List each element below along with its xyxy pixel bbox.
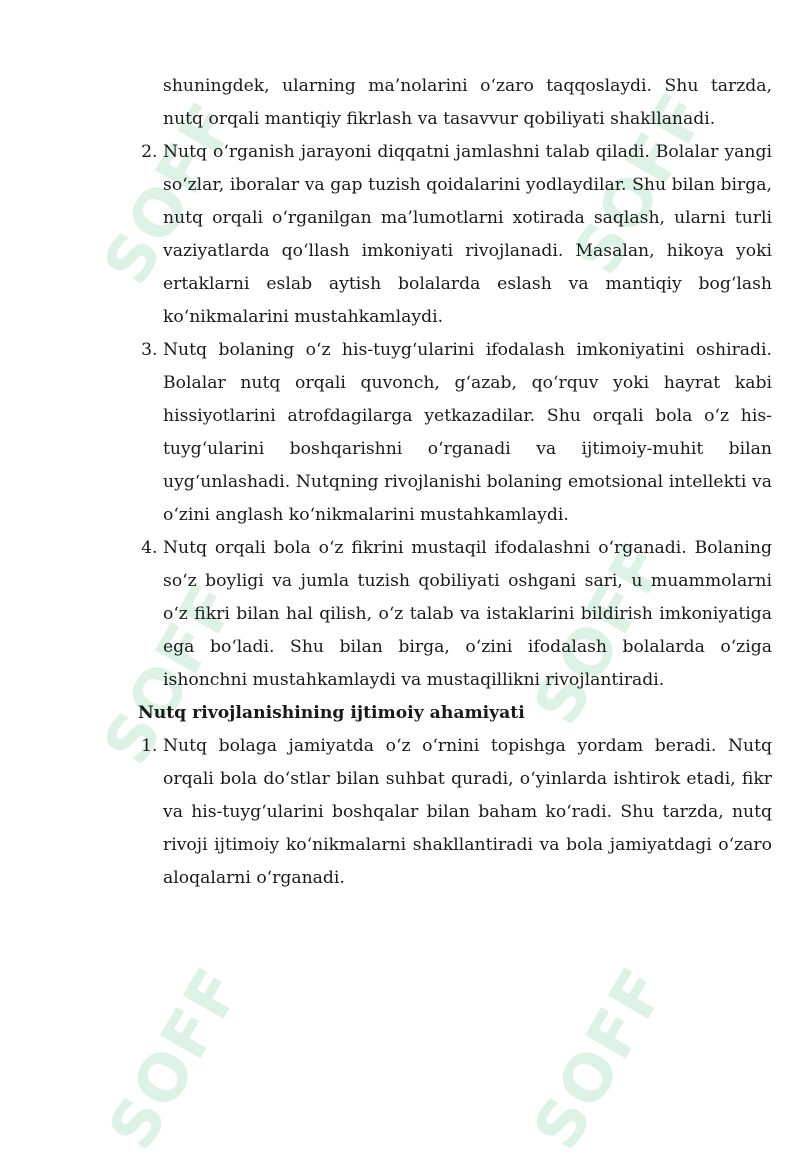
- watermark-logo: SOFF: [560, 80, 723, 288]
- list-item: 2. Nutq o‘rganish jarayoni diqqatni jamlashni talab qiladi. Bolalar yangi so‘zlar, iboralar va gap tuzish qoidalarini yodlaydilar. Shu bilan birga, nutq orqali o‘rganilgan ma’lumotlarni xotirada saqlash, ularni turli vaziyatlarda qo‘llash imkoniyati rivojlanadi. Masalan, hikoya yoki ertaklarni eslab aytish bolalarda eslash va mantiqiy bog‘lash ko‘nikmalarini mustahkamlaydi.: [163, 136, 772, 334]
- watermark-logo: SOFF: [520, 955, 683, 1162]
- list-item: 1. Nutq bolaga jamiyatda o‘z o‘rnini topishga yordam beradi. Nutq orqali bola do‘stlar bilan suhbat quradi, o‘yinlarda ishtirok etadi, fikr va his-tuyg‘ularini boshqalar bilan baham ko‘radi. Shu tarzda, nutq rivoji ijtimoiy ko‘nikmalarni shakllantiradi va bola jamiyatdagi o‘zaro aloqalarni o‘rganadi.: [163, 730, 772, 895]
- watermark-logo: SOFF: [520, 530, 683, 737]
- intro-continuation: shuningdek, ularning ma’nolarini o‘zaro taqqoslaydi. Shu tarzda, nutq orqali mantiqiy fikrlash va tasavvur qobiliyati shakllanadi.: [163, 76, 772, 129]
- list-item: 3. Nutq bolaning o‘z his-tuyg‘ularini ifodalash imkoniyatini oshiradi. Bolalar nutq orqali quvonch, g‘azab, qo‘rquv yoki hayrat kabi hissiyotlarini atrofdagilarga yetkazadilar. Shu orqali bola o‘z his-tuyg‘ularini boshqarishni o‘rganadi va ijtimoiy-muhit bilan uyg‘unlashadi. Nutqning rivojlanishi bolaning emotsional intellekti va o‘zini anglash ko‘nikmalarini mustahkamlaydi.: [163, 334, 772, 532]
- list-item: 4. Nutq orqali bola o‘z fikrini mustaqil ifodalashni o‘rganadi. Bolaning so‘z boyligi va jumla tuzish qobiliyati oshgani sari, u muammolarni o‘z fikri bilan hal qilish, o‘z talab va istaklarini bildirish imkoniyatiga ega bo‘ladi. Shu bilan birga, o‘zini ifodalash bolalarda o‘ziga ishonchni mustahkamlaydi va mustaqillikni rivojlantiradi.: [163, 532, 772, 697]
- document-body: [138, 70, 772, 895]
- section-heading: Nutq rivojlanishining ijtimoiy ahamiyati: [138, 703, 525, 723]
- watermark-logo: SOFF: [95, 955, 258, 1162]
- social-importance-list: [138, 730, 772, 895]
- benefits-list: [138, 136, 772, 697]
- watermark-logo: SOFF: [90, 90, 253, 298]
- watermark-logo: SOFF: [90, 570, 253, 777]
